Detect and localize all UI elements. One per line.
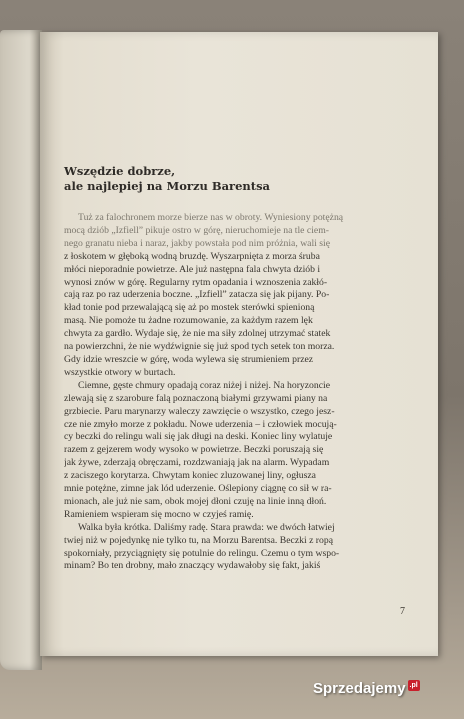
chapter-title [64, 164, 404, 194]
text-line: cają raz po raz uderzenia boczne. „Izfiell” zatacza się jak pijany. Po- [64, 289, 330, 301]
paragraph-3 [64, 522, 412, 574]
watermark-suffix: .pl [409, 682, 418, 689]
text-line: na powierzchni, że nie wydźwignie się już spod tych setek ton morza. [64, 341, 335, 353]
text-line: wszystkie otwory w burtach. [64, 366, 176, 378]
text-line: grzbiecie. Paru marynarzy waleczy zawzięcie o wszystko, czego jesz- [64, 405, 335, 417]
text-line: zlewają się z szarobure falą poznaczoną białymi grzywami piany na [64, 392, 328, 404]
watermark-text: Sprzedajemy [313, 680, 406, 697]
text-line: z zaciszego korytarza. Chwytam koniec zluzowanej liny, ogłusza [64, 470, 316, 482]
text-line: chwyta za gardło. Wydaje się, że nie ma siły zdolnej utrzymać statek [64, 328, 331, 340]
text-line: spokorniały, przyciągnięty się potulnie do relingu. Czemu o tym wspo- [64, 547, 340, 559]
chapter-title-line-2: ale najlepiej na Morzu Barentsa [64, 179, 271, 193]
text-line: nego granatu nieba i naraz, jakby powstała pod nim próżnia, wali się [64, 237, 331, 249]
text-line: mnie potężne, zimne jak lód uderzenie. Oślepiony ciągnę co sił w ra- [64, 483, 332, 495]
text-line: cy beczki do relingu wali się jak długi na deski. Koniec liny wylatuje [64, 431, 333, 443]
text-line: Gdy idzie wreszcie w górę, woda wylewa się strumieniem przez [64, 353, 314, 365]
facing-page-edge [0, 30, 42, 670]
paragraph-1 [64, 212, 412, 380]
text-line: minam? Bo ten drobny, mało znaczący wydawałoby się fakt, jakiś [64, 560, 321, 572]
chapter-title-line-1: Wszędzie dobrze, [64, 164, 176, 178]
paragraph-2 [64, 380, 412, 522]
text-line: Walka była krótka. Daliśmy radę. Stara prawda: we dwóch łatwiej [78, 521, 335, 533]
text-line: twiej niż w pojedynkę nie tylko tu, na Morzu Barentsa. Beczki z ropą [64, 534, 334, 546]
book-page [40, 32, 438, 656]
chapter-body [64, 212, 412, 573]
text-line: wynosi znów w górę. Regularny rytm opadania i wznoszenia zakłó- [64, 276, 328, 288]
text-line: z łoskotem w głęboką wodną bruzdę. Wyszarpnięta z morza śruba [64, 250, 320, 262]
text-line: mionach, ale już nie sam, obok mojej dłoni czuję na linie inną dłoń. [64, 495, 327, 507]
site-watermark [313, 680, 420, 697]
text-line: kład tonie pod przewalającą się aż po mostek sterówki spienioną [64, 302, 315, 314]
text-line: Ciemne, gęste chmury opadają coraz niżej i niżej. Na horyzoncie [78, 379, 331, 391]
text-line: mocą dziób „Izfiell” pikuje ostro w górę, nieruchomieje na tle ciem- [64, 224, 329, 236]
text-line: Tuż za falochronem morze bierze nas w obroty. Wyniesiony potężną [78, 212, 344, 223]
page-number: 7 [400, 606, 405, 617]
text-line: masą. Nie pomoże tu żadne rozumowanie, za każdym razem lęk [64, 315, 313, 327]
text-line: Ramieniem wspieram się mocno w czyjeś ramię. [64, 508, 254, 520]
text-line: cze nie zmyło morze z pokładu. Nowe uderzenia – i człowiek mocują- [64, 418, 337, 430]
text-line: jak żywe, zderzają obręczami, rozdzwaniają jak na alarm. Wypadam [64, 457, 330, 469]
text-line: razem z gejzerem wody wysoko w powietrze. Beczki poruszają się [64, 444, 324, 456]
text-line: młóci nieporadnie powietrze. Ale już następna fala chwyta dziób i [64, 263, 321, 275]
